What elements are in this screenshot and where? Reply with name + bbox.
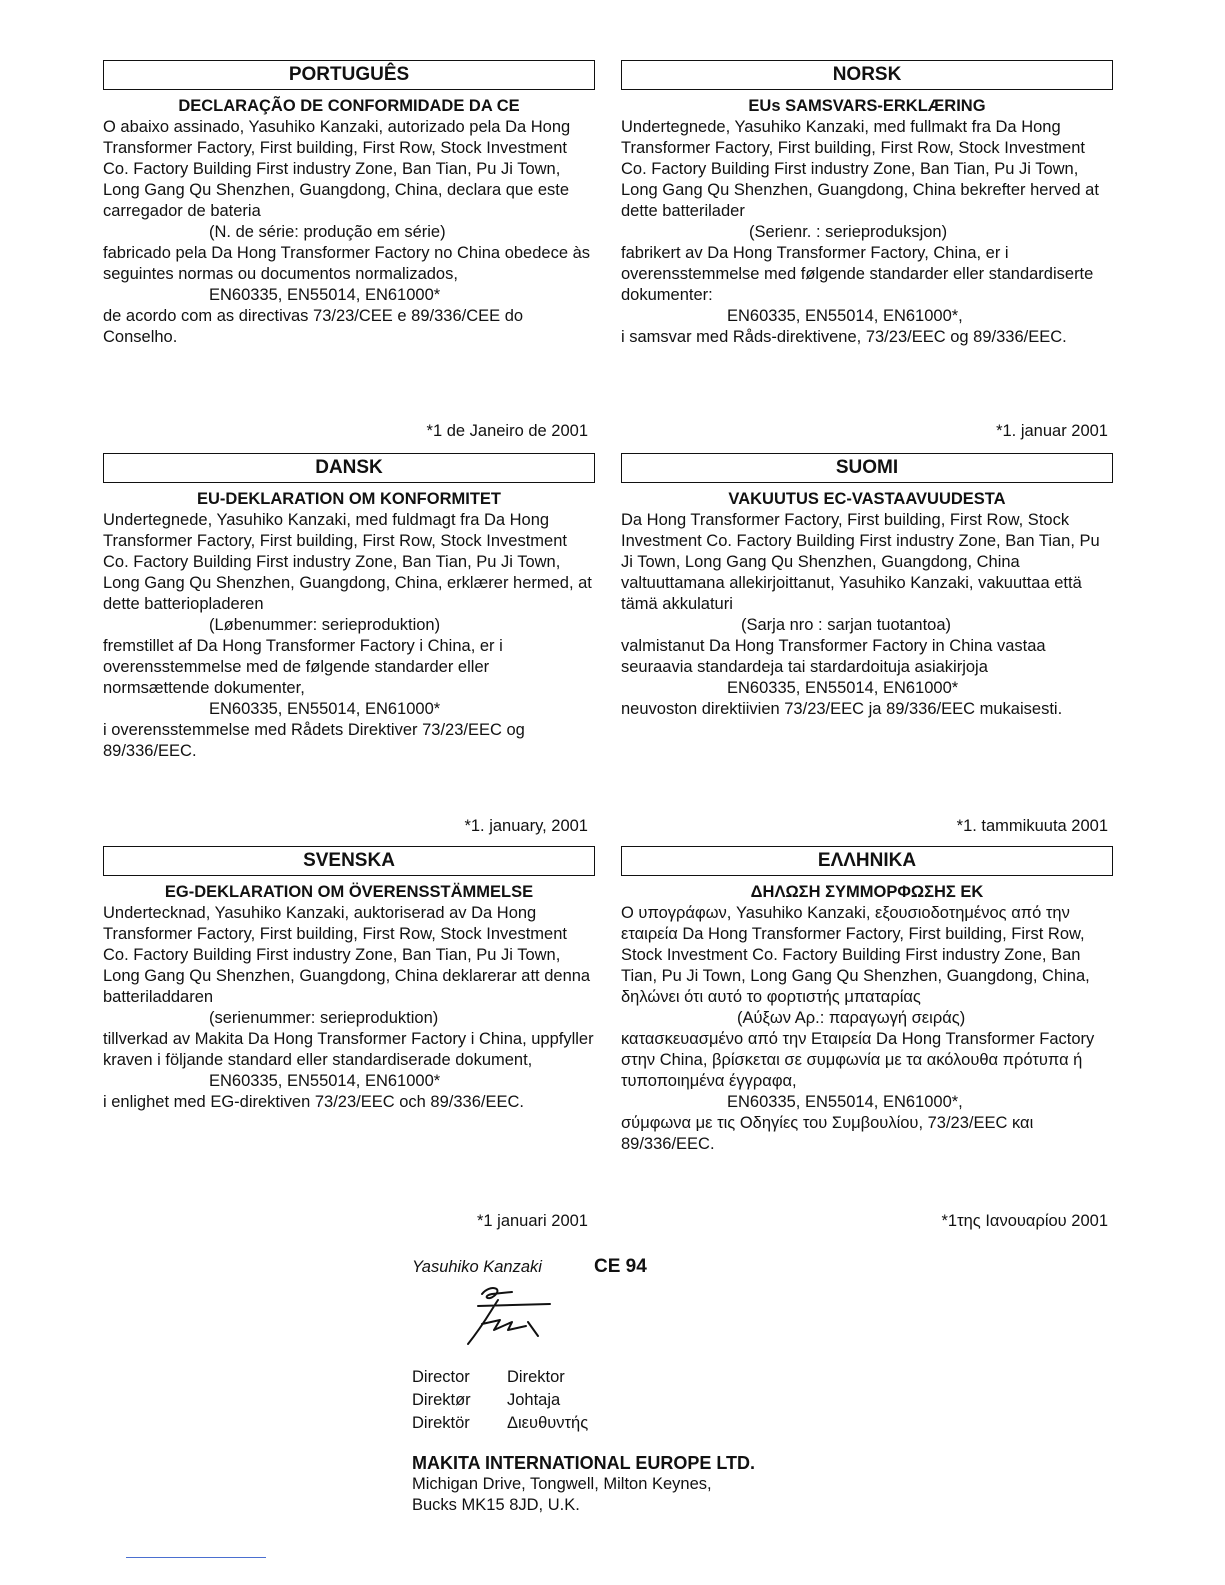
serial-note: (Serienr. : serieproduksjon)	[749, 223, 948, 241]
title-el: Διευθυντής	[507, 1414, 589, 1432]
section-portugues	[103, 60, 595, 348]
date-svenska: *1 januari 2001	[476, 1212, 588, 1230]
section-title: EUs SAMSVARS-ERKLÆRING	[748, 97, 986, 115]
language-header: NORSK	[621, 60, 1113, 90]
declaration-text: Undertegnede, Yasuhiko Kanzaki, med fullmakt fra Da Hong Transformer Factory, First building, First Row, Stock Investment Co. Factory Building First industry Zone, Ban Tian, Pu Ji Town, Long Gang Qu Shenzhen, Guangdong, China bekrefter herved at dette batterilader	[621, 118, 1099, 220]
language-header: ΕΛΛΗΝΙΚΑ	[621, 846, 1113, 876]
manufacturer-text: tillverkad av Makita Da Hong Transformer Factory i China, uppfyller kraven i följande standard eller standardiserade dokument,	[103, 1030, 594, 1069]
ce-mark: CE 94	[594, 1256, 647, 1277]
directive-text: neuvoston direktiivien 73/23/EEC ja 89/336/EEC mukaisesti.	[621, 700, 1063, 718]
section-title: EU-DEKLARATION OM KONFORMITET	[196, 490, 501, 508]
language-header: SUOMI	[621, 453, 1113, 483]
declaration-text: O abaixo assinado, Yasuhiko Kanzaki, autorizado pela Da Hong Transformer Factory, First building, First Row, Stock Investment Co. Factory Building First industry Zone, Ban Tian, Pu Ji Town, Long Gang Qu Shenzhen, Guangdong, China, declara que este carregador de bateria	[103, 118, 571, 220]
company-address-line-1: Michigan Drive, Tongwell, Milton Keynes,	[412, 1475, 712, 1493]
declaration-text: Da Hong Transformer Factory, First building, First Row, Stock Investment Co. Factory Building First industry Zone, Ban Tian, Pu Ji Town, Long Gang Qu Shenzhen, Guangdong, China valtuuttamana allekirjoittanut, Yasuhiko Kanzaki, vakuuttaa että tämä akkulaturi	[621, 511, 1100, 613]
section-title: VAKUUTUS EC-VASTAAVUUDESTA	[728, 490, 1006, 508]
section-svenska	[103, 846, 595, 1113]
language-header: SVENSKA	[103, 846, 595, 876]
date-dansk: *1. january, 2001	[464, 817, 588, 835]
company-address-line-2: Bucks MK15 8JD, U.K.	[412, 1496, 580, 1514]
signatory-name: Yasuhiko Kanzaki	[412, 1258, 542, 1276]
declaration-text: Undertecknad, Yasuhiko Kanzaki, auktoriserad av Da Hong Transformer Factory, First building, First Row, Stock Investment Co. Factory Building First industry Zone, Ban Tian, Pu Ji Town, Long Gang Qu Shenzhen, Guangdong, China deklarerar att denna batteriladdaren	[103, 904, 591, 1006]
section-title: ΔΗΛΩΣΗ ΣΥΜΜΟΡΦΩΣΗΣ ΕΚ	[750, 883, 984, 901]
serial-note: (Αύξων Αρ.: παραγωγή σειράς)	[737, 1009, 966, 1027]
language-header: DANSK	[103, 453, 595, 483]
serial-note: (Løbenummer: serieproduktion)	[209, 616, 441, 634]
section-title: EG-DEKLARATION OM ÖVERENSSTÄMMELSE	[164, 883, 534, 901]
title-en: Director	[412, 1368, 470, 1386]
directive-text: σύμφωνα με τις Οδηγίες του Συμβουλίου, 73/23/EEC και 89/336/EEC.	[621, 1114, 1034, 1153]
section-norsk	[621, 60, 1113, 348]
footer-rule	[126, 1557, 266, 1558]
signature-image	[442, 1282, 582, 1352]
standards-list: EN60335, EN55014, EN61000*,	[727, 307, 963, 325]
standards-list: EN60335, EN55014, EN61000*	[727, 679, 959, 697]
manufacturer-text: κατασκευασμένο από την Εταιρεία Da Hong Transformer Factory στην China, βρίσκεται σε συμφωνία με τα ακόλουθα πρότυπα ή τυποποιημένα έγγραφα,	[621, 1030, 1095, 1090]
manufacturer-text: fabrikert av Da Hong Transformer Factory, China, er i overensstemmelse med følgende standarder eller standardiserte dokumenter:	[621, 244, 1094, 304]
serial-note: (Sarja nro : sarjan tuotantoa)	[741, 616, 952, 634]
date-norsk: *1. januar 2001	[996, 422, 1108, 440]
company-name: MAKITA INTERNATIONAL EUROPE LTD.	[412, 1453, 755, 1473]
standards-list: EN60335, EN55014, EN61000*	[209, 1072, 441, 1090]
manufacturer-text: fremstillet af Da Hong Transformer Factory i China, er i overensstemmelse med de følgende standarder eller normsættende dokumenter,	[103, 637, 503, 697]
manufacturer-text: fabricado pela Da Hong Transformer Factory no China obedece às seguintes normas ou documentos normalizados,	[103, 244, 591, 283]
signature-block	[412, 1258, 832, 1277]
section-title: DECLARAÇÃO DE CONFORMIDADE DA CE	[178, 97, 520, 115]
directive-text: i samsvar med Råds-direktivene, 73/23/EEC og 89/336/EEC.	[621, 328, 1067, 346]
serial-note: (N. de série: produção em série)	[209, 223, 446, 241]
directive-text: i enlighet med EG-direktiven 73/23/EEC och 89/336/EEC.	[103, 1093, 524, 1111]
declaration-text: Undertegnede, Yasuhiko Kanzaki, med fuldmagt fra Da Hong Transformer Factory, First building, First Row, Stock Investment Co. Factory Building First industry Zone, Ban Tian, Pu Ji Town, Long Gang Qu Shenzhen, Guangdong, China, erklærer hermed, at dette batteriopladeren	[103, 511, 592, 613]
serial-note: (serienummer: serieproduktion)	[209, 1009, 439, 1027]
signatory-titles	[412, 1366, 602, 1435]
language-header: PORTUGUÊS	[103, 60, 595, 90]
manufacturer-text: valmistanut Da Hong Transformer Factory in China vastaa seuraavia standardeja tai stardardoituja asiakirjoja	[621, 637, 1046, 676]
date-suomi: *1. tammikuuta 2001	[956, 817, 1108, 835]
title-no: Direktør	[412, 1391, 471, 1409]
title-fi: Johtaja	[507, 1391, 561, 1409]
standards-list: EN60335, EN55014, EN61000*,	[727, 1093, 963, 1111]
title-sv: Direktor	[507, 1368, 565, 1386]
declaration-text: Ο υπογράφων, Yasuhiko Kanzaki, εξουσιοδοτημένος από την εταιρεία Da Hong Transformer Factory, First building, First Row, Stock Investment Co. Factory Building First industry Zone, Ban Tian, Pu Ji Town, Long Gang Qu Shenzhen, Guangdong, China, δηλώνει ότι αυτό το φορτιστής μπαταρίας	[621, 904, 1090, 1006]
date-ellinika: *1της Ιανουαρίου 2001	[941, 1212, 1108, 1230]
standards-list: EN60335, EN55014, EN61000*	[209, 700, 441, 718]
section-ellinika	[621, 846, 1113, 1155]
company-block	[412, 1453, 755, 1516]
section-suomi	[621, 453, 1113, 720]
directive-text: de acordo com as directivas 73/23/CEE e 89/336/CEE do Conselho.	[103, 307, 524, 346]
title-da: Direktör	[412, 1414, 470, 1432]
directive-text: i overensstemmelse med Rådets Direktiver 73/23/EEC og 89/336/EEC.	[103, 721, 525, 760]
standards-list: EN60335, EN55014, EN61000*	[209, 286, 441, 304]
section-dansk	[103, 453, 595, 762]
date-portugues: *1 de Janeiro de 2001	[426, 422, 588, 440]
